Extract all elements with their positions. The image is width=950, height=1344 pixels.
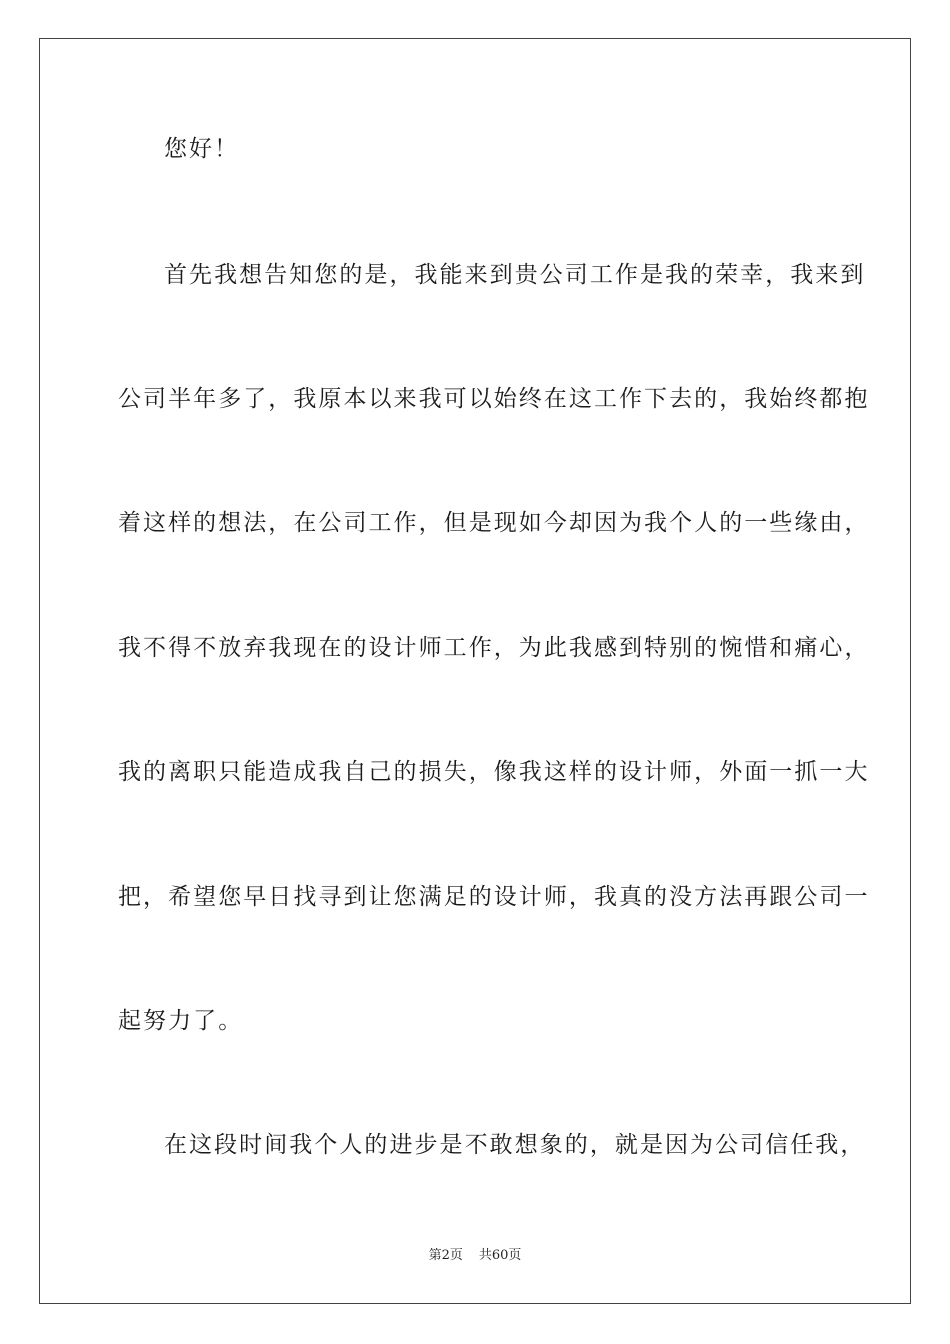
page-frame bbox=[39, 38, 911, 1304]
page-total: 共60页 bbox=[478, 1248, 522, 1263]
greeting-line: 您好！ bbox=[164, 136, 240, 162]
paragraph-1-line-7: 起努力了。 bbox=[118, 1008, 244, 1034]
page-footer bbox=[0, 1247, 950, 1265]
paragraph-2-line-1: 在这段时间我个人的进步是不敢想象的，就是因为公司信任我， bbox=[164, 1132, 866, 1158]
paragraph-1-line-2: 公司半年多了，我原本以来我可以始终在这工作下去的，我始终都抱 bbox=[118, 386, 870, 412]
paragraph-1-line-5: 我的离职只能造成我自己的损失，像我这样的设计师，外面一抓一大 bbox=[118, 759, 870, 785]
page-number: 第2页 bbox=[428, 1248, 463, 1263]
paragraph-1-line-6: 把，希望您早日找寻到让您满足的设计师，我真的没方法再跟公司一 bbox=[118, 884, 870, 910]
paragraph-1-line-3: 着这样的想法，在公司工作，但是现如今却因为我个人的一些缘由， bbox=[118, 510, 870, 536]
paragraph-1-line-4: 我不得不放弃我现在的设计师工作，为此我感到特别的惋惜和痛心， bbox=[118, 635, 870, 661]
paragraph-1-line-1: 首先我想告知您的是，我能来到贵公司工作是我的荣幸，我来到 bbox=[164, 262, 866, 288]
